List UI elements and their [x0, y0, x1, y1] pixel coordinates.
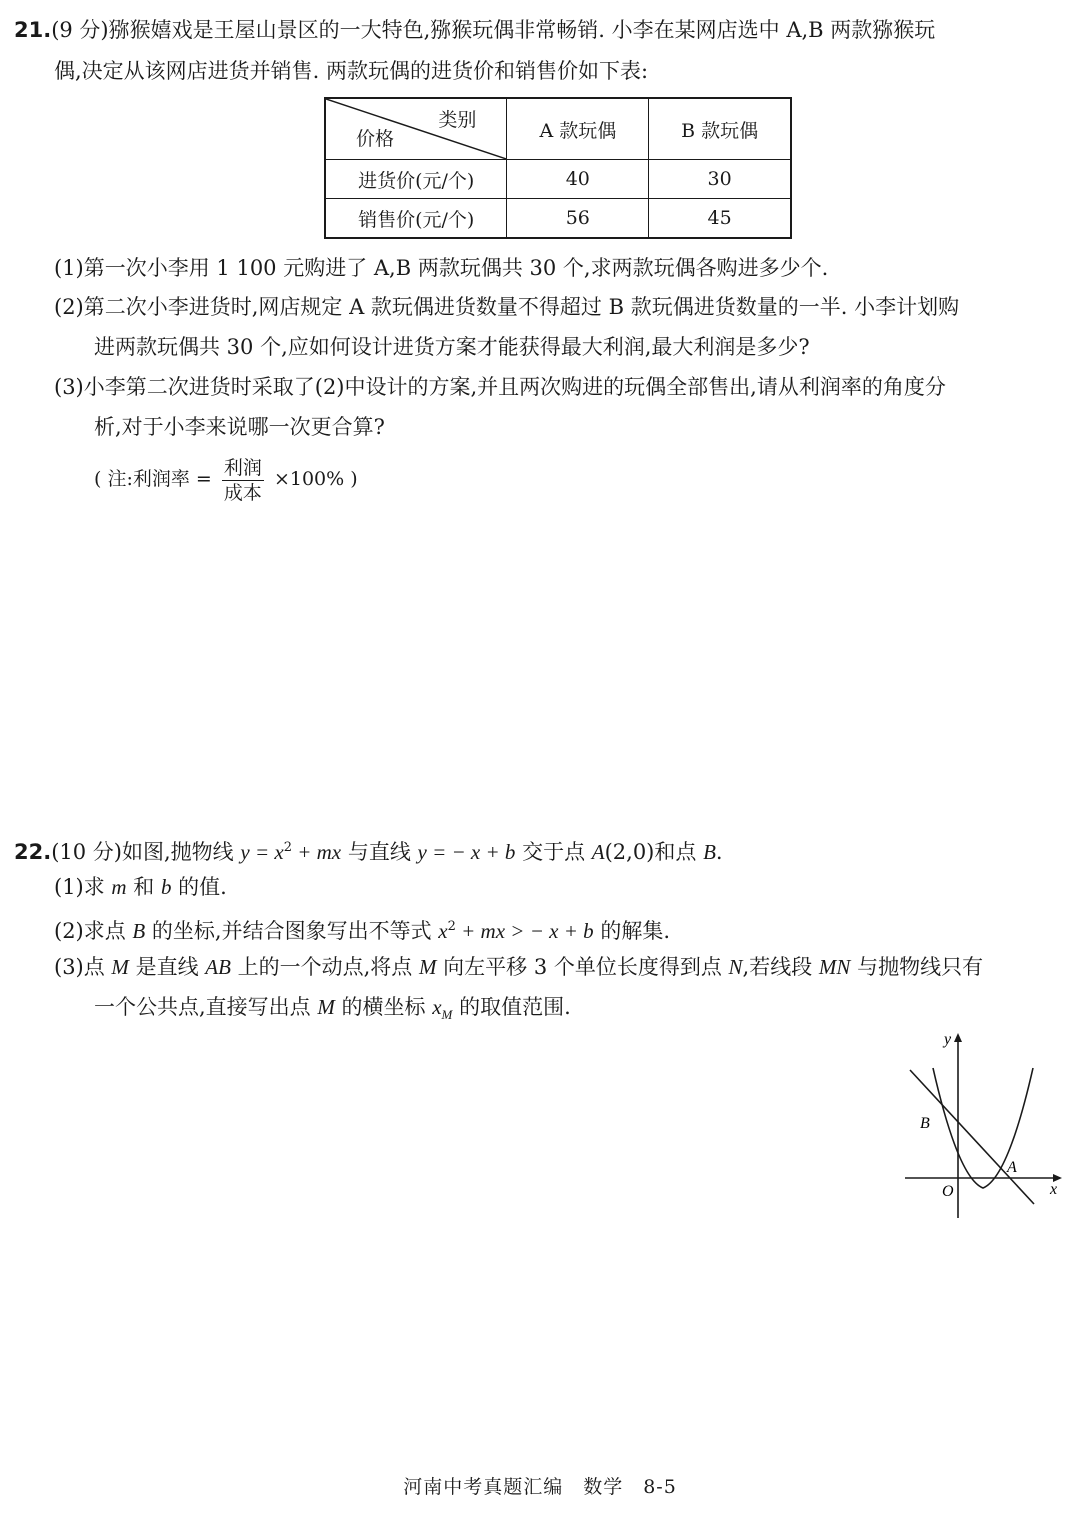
table-row: [325, 199, 791, 239]
note-suffix: ×100% ): [273, 468, 358, 490]
q22-text: ,若线段: [742, 955, 819, 979]
point-m: M: [111, 955, 129, 979]
q22-number: 22.: [14, 840, 52, 864]
line-ab: AB: [205, 955, 231, 979]
q22-text: (2)求点: [54, 919, 133, 943]
q22-text: 上的一个动点,将点: [230, 955, 419, 979]
q22-text: .: [715, 840, 723, 864]
q22-text: (2,0)和点: [604, 840, 704, 864]
parabola-y: y: [240, 840, 250, 864]
q21-part3-line1: (3)小李第二次进货时采取了(2)中设计的方案,并且两次购进的玩偶全部售出,请从利润率的角度分: [54, 375, 946, 399]
q22-text: 和: [126, 875, 161, 899]
header-price: 价格: [356, 128, 395, 150]
q22-text: (1)求: [54, 875, 112, 899]
q22-text: 是直线: [128, 955, 206, 979]
point-b: B: [703, 840, 716, 864]
label-a: A: [1007, 1159, 1017, 1176]
q22-text: 向左平移 3 个单位长度得到点: [436, 955, 729, 979]
point-a: A: [591, 840, 605, 864]
fraction-numerator: 利润: [223, 456, 262, 479]
point-b: B: [132, 919, 146, 943]
cell-b: 30: [649, 160, 791, 199]
q22-intro-text: (10 分)如图,抛物线: [51, 840, 234, 864]
point-m: M: [418, 955, 437, 979]
q21-number: 21.: [14, 18, 52, 42]
parabola-mx: + mx: [291, 840, 342, 864]
page-footer: 河南中考真题汇编 数学 8-5: [403, 1476, 677, 1498]
q22-part1: [54, 873, 227, 901]
parabola-x: = x: [249, 840, 284, 864]
label-b: B: [920, 1115, 930, 1132]
y-axis-arrow: [954, 1033, 962, 1042]
q22-text: 的取值范围.: [452, 995, 571, 1019]
q22-text: 的横坐标: [334, 995, 433, 1019]
cell-a: 40: [507, 160, 649, 199]
q22-text: 与直线: [341, 840, 418, 864]
diagonal-line: [326, 99, 506, 159]
q22-text: 的解集.: [593, 919, 670, 943]
line-ab-graph: [910, 1070, 1034, 1204]
label-y: y: [944, 1031, 952, 1048]
q21-part3-line2: 析,对于小李来说哪一次更合算?: [94, 415, 385, 439]
note-prefix: ( 注:利润率 =: [94, 468, 212, 490]
header-category: 类别: [438, 109, 477, 131]
q22-text: 的值.: [171, 875, 227, 899]
q21-note: [94, 454, 358, 505]
q21-intro-text: (9 分)猕猴嬉戏是王屋山景区的一大特色,猕猴玩偶非常畅销. 小李在某网店选中 A,B 两款猕猴玩: [51, 18, 936, 42]
inequality: + mx > − x + b: [455, 919, 594, 943]
parabola-exponent: 2: [283, 840, 292, 855]
label-origin: O: [942, 1183, 954, 1200]
q21-part2-line1: (2)第二次小李进货时,网店规定 A 款玩偶进货数量不得超过 B 款玩偶进货数量的一半. 小李计划购: [54, 295, 960, 319]
cell-b: 45: [649, 199, 791, 239]
subscript-m: M: [441, 1007, 453, 1022]
var-x: x: [438, 919, 448, 943]
q21-line1: [14, 16, 935, 44]
header-col-b: B 款玩偶: [649, 98, 791, 160]
q22-text: 的坐标,并结合图象写出不等式: [145, 919, 439, 943]
exponent: 2: [447, 919, 456, 934]
q21-part2-line2: 进两款玩偶共 30 个,应如何设计进货方案才能获得最大利润,最大利润是多少?: [94, 335, 810, 359]
label-x: x: [1050, 1181, 1058, 1198]
var-xm: x: [432, 995, 442, 1019]
line-equation: y = − x + b: [417, 840, 516, 864]
q22-text: 交于点: [515, 840, 592, 864]
profit-rate-fraction: [222, 456, 264, 505]
var-b: b: [160, 875, 172, 899]
table-corner-cell: [325, 98, 507, 160]
q22-part2: [54, 913, 670, 945]
q22-text: 与抛物线只有: [850, 955, 984, 979]
parabola-line-graph: [900, 1028, 1070, 1228]
point-n: N: [728, 955, 743, 979]
table-row: [325, 160, 791, 199]
q21-line2: 偶,决定从该网店进货并销售. 两款玩偶的进货价和销售价如下表:: [54, 59, 649, 83]
header-col-a: A 款玩偶: [507, 98, 649, 160]
fraction-denominator: 成本: [223, 481, 262, 504]
q22-text: (3)点: [54, 955, 112, 979]
row-label: 销售价(元/个): [325, 199, 507, 239]
cell-a: 56: [507, 199, 649, 239]
q21-part1: (1)第一次小李用 1 100 元购进了 A,B 两款玩偶共 30 个,求两款玩偶各购进多少个.: [54, 256, 829, 280]
row-label: 进货价(元/个): [325, 160, 507, 199]
segment-mn: MN: [818, 955, 851, 979]
q22-part3-line1: [54, 953, 983, 981]
q22-text: 一个公共点,直接写出点: [94, 995, 318, 1019]
table-header-row: [325, 98, 791, 160]
price-table: [324, 97, 792, 239]
q22-part3-line2: [94, 993, 571, 1029]
parabola-curve: [933, 1068, 1033, 1188]
var-m: m: [111, 875, 127, 899]
point-m: M: [317, 995, 335, 1019]
q22-line1: [14, 834, 723, 866]
